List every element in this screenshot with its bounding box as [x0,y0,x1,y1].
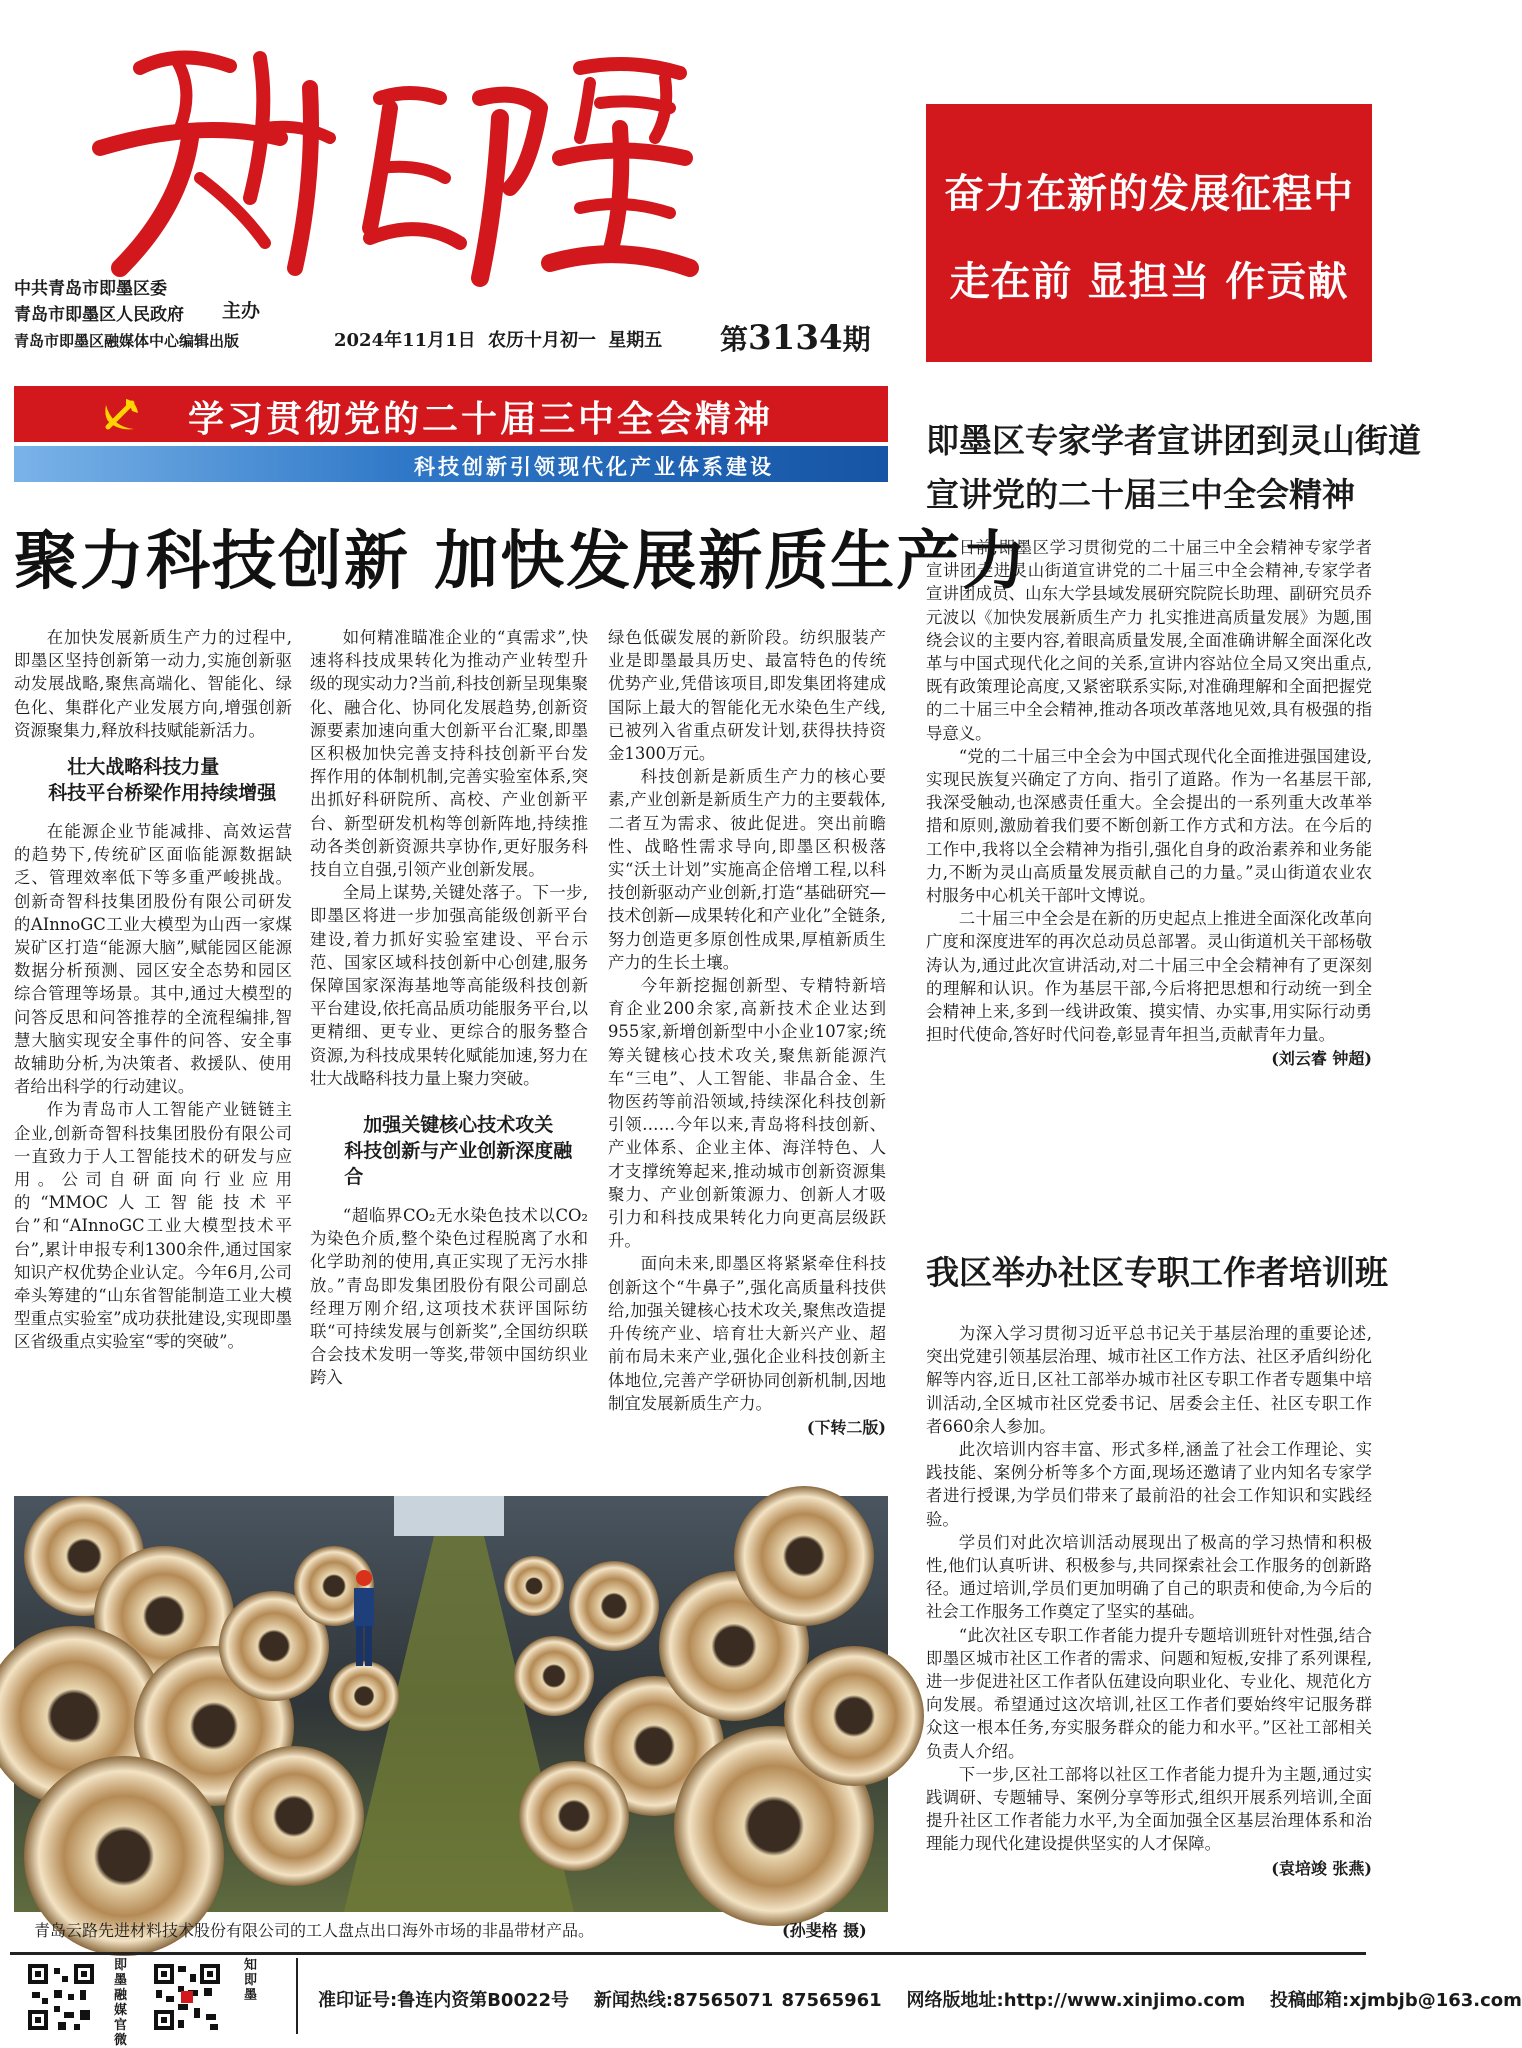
lead-col3-paragraph: 今年新挖掘创新型、专精特新培育企业200余家,高新技术企业达到955家,新增创新型中小企业107家;统筹关键核心技术攻关,聚焦新能源汽车“三电”、人工智能、非晶合金、生物医药等前沿领域,持续深化科技创新引领……今年以来,青岛将科技创新、产业体系、企业主体、海洋特色、人才支撑统筹起来,推动城市创新资源集聚力、产业创新策源力、创新人才吸引力和科技成果转化力向更高层级跃升。 [608,976,886,1251]
factory-photo [14,1496,888,1912]
article1-title-line1: 即墨区专家学者宣讲团到灵山街道 [926,421,1421,460]
article1-byline: (刘云睿 钟超) [1271,1049,1372,1069]
lead-column-3 [608,626,886,1438]
qr1-label: 即墨融媒官微 [114,1958,128,2048]
lead-col1-paragraph: 作为青岛市人工智能产业链链主企业,创新奇智科技集团股份有限公司一直致力于人工智能技术的研发与应用。公司自研面向行业应用的“MMOC人工智能技术平台”和“AInnoGC工业大模型技术平台”,累计申报专利1300余件,通过国家知识产权优势企业认定。今年6月,公司牵头筹建的“山东省智能制造工业大模型重点实验室”成功获批建设,实现即墨区省级重点实验室“零的突破”。 [14,1100,292,1352]
license-number: 准印证号:鲁连内资第B0022号 [318,1990,570,2011]
org-government: 青岛市即墨区人民政府 [14,305,184,325]
submission-email[interactable]: 投稿邮箱:xjmbjb@163.com [1270,1990,1522,2011]
issue-value: 3134 [748,318,843,358]
lead-subheading-2 [310,1112,588,1190]
photo-credit: (孙斐格 摄) [782,1921,867,1940]
slogan-line-2: 走在前 显担当 作贡献 [949,258,1349,305]
subheading-line: 科技创新与产业创新深度融合 [344,1140,573,1189]
theme-subbanner [14,446,888,482]
article2-byline: (袁培竣 张燕) [1271,1858,1372,1878]
lead-column-2 [310,626,588,1390]
issue-date: 2024年11月1日 [334,330,476,351]
qr-code-wechat[interactable] [24,1960,98,2034]
publisher-line: 青岛市即墨区融媒体中心编辑出版 [14,332,240,350]
article1-paragraph: “党的二十届三中全会为中国式现代化全面推进强国建设,实现民族复兴确定了方向、指引了道路。作为一名基层干部,我深受触动,也深感责任重大。全会提出的一系列重大改革举措和原则,激励着我们要不断创新工作方式和方法。在今后的工作中,我将以全会精神为指引,强化自身的政治素养和业务能力,不断为灵山高质量发展贡献自己的力量。”灵山街道农业农村服务中心机关干部叶文博说。 [926,746,1372,906]
lunar-date: 农历十月初一 [487,330,596,351]
issue-suffix: 期 [842,323,871,356]
footer-separator [296,1958,298,2034]
lead-headline: 聚力科技创新 加快发展新质生产力 [14,525,1029,599]
sponsor-label: 主办 [222,300,261,322]
article2-paragraph: 下一步,区社工部将以社区工作者能力提升为主题,通过实践调研、专题辅导、案例分享等形式,组织开展系列培训,全面提升社区工作者能力水平,为全面加强全区基层治理体系和治理能力现代化建设提供坚实的人才保障。 [926,1764,1372,1854]
masthead-logo-artwork [80,28,690,290]
lead-col2-paragraph: 全局上谋势,关键处落子。下一步,即墨区将进一步加强高能级创新平台建设,着力抓好实验室建设、平台示范、国家区域科技创新中心创建,服务保障国家深海基地等高能级科技创新平台建设,依托高品质功能服务平台,以更精细、更专业、更综合的服务整合资源,为科技成果转化赋能加速,努力在壮大战略科技力量上聚力突破。 [310,883,588,1088]
article2-body [926,1322,1372,1879]
article2-paragraph: “此次社区专职工作者能力提升专题培训班针对性强,结合即墨区城市社区工作者的需求、问题和短板,安排了系列课程,进一步促进社区工作者队伍建设向职业化、专业化、规范化方向发展。希望通过这次培训,社区工作者们要始终牢记服务群众这一根本任务,夯实服务群众的能力和水平。”区社工部相关负责人介绍。 [926,1625,1372,1761]
lead-col3-paragraph: 科技创新是新质生产力的核心要素,产业创新是新质生产力的主要载体,二者互为需求、彼此促进。突出前瞻性、战略性需求导向,即墨区积极落实“沃土计划”实施高企倍增工程,以科技创新驱动产业创新,打造“基础研究—技术创新—成果转化和产业化”全链条,努力创造更多原创性成果,厚植新质生产力的生长土壤。 [608,767,886,972]
subheading-line: 壮大战略科技力量 [67,756,220,779]
qr-code-icon [150,1960,224,2034]
qr2-label: 知即墨 [244,1958,258,2003]
footer-info [318,1986,1522,2012]
photo-caption: 青岛云路先进材料技术股份有限公司的工人盘点出口海外市场的非晶带材产品。 [34,1921,595,1940]
weekday: 星期五 [608,330,663,351]
footer-divider [10,1952,1366,1955]
lead-col2-paragraph: 如何精准瞄准企业的“真需求”,快速将科技成果转化为推动产业转型升级的现实动力?当前,科技创新呈现集聚化、融合化、协同化发展趋势,创新资源要素加速向重大创新平台汇聚,即墨区积极加快完善支持科技创新平台发挥作用的体制机制,完善实验室体系,突出抓好科研院所、高校、产业创新平台、新型研发机构等创新阵地,持续推动各类创新资源共享协作,更好服务科技自立自强,引领产业创新发展。 [310,628,588,880]
lead-col3-paragraph: 面向未来,即墨区将紧紧牵住科技创新这个“牛鼻子”,强化高质量科技供给,加强关键核心技术攻关,聚焦改造提升传统产业、培育壮大新兴产业、超前布局未来产业,强化企业科技创新主体地位,完善产学研协同创新机制,因地制宜发展新质生产力。 [608,1254,886,1413]
lead-column-1 [14,626,292,1354]
party-emblem-icon [98,391,144,437]
slogan-line-1: 奋力在新的发展征程中 [944,170,1354,217]
subheading-line: 加强关键核心技术攻关 [363,1114,554,1137]
lead-photo [14,1496,888,1912]
right-article-1 [926,414,1421,1069]
continued-note: (下转二版) [806,1417,886,1437]
date-line [334,326,662,352]
website-link[interactable]: 网络版地址:http://www.xinjimo.com [906,1990,1246,2011]
theme-banner [14,386,888,442]
issue-number [720,318,871,358]
issue-prefix: 第 [720,323,749,356]
lead-col1-paragraph: 在能源企业节能减排、高效运营的趋势下,传统矿区面临能源数据缺乏、管理效率低下等多重严峻挑战。创新奇智科技集团股份有限公司研发的AInnoGC工业大模型为山西一家煤炭矿区打造“能源大脑”,赋能园区能源数据分析预测、园区安全态势和园区综合管理等场景。其中,通过大模型的问答反思和问答推荐的全流程编排,智慧大脑实现安全事件的问答、安全事故辅助分析,为决策者、救援队、使用者给出科学的行动建议。 [14,822,292,1097]
lead-col3-paragraph: 绿色低碳发展的新阶段。纺织服装产业是即墨最具历史、最富特色的传统优势产业,凭借该项目,即发集团将建成国际上最大的智能化无水染色生产线,已被列入省重点研发计划,获得扶持资金1300万元。 [608,628,886,764]
subheading-line: 科技平台桥梁作用持续增强 [48,782,277,805]
article1-title-line2: 宣讲党的二十届三中全会精神 [926,475,1355,514]
lead-col2-paragraph: “超临界CO₂无水染色技术以CO₂为染色介质,整个染色过程脱离了水和化学助剂的使用,真正实现了无污水排放。”青岛即发集团股份有限公司副总经理万刚介绍,这项技术获评国际纺联“可持续发展与创新奖”,全国纺织联合会技术发明一等奖,带领中国纺织业跨入 [310,1206,588,1388]
article1-paragraph: 日前,即墨区学习贯彻党的二十届三中全会精神专家学者宣讲团走进灵山街道宣讲党的二十届三中全会精神,专家学者宣讲团成员、山东大学县域发展研究院院长助理、副研究员乔元波以《加快发展新质生产力 扎实推进高质量发展》为题,围绕会议的主要内容,着眼高质量发展,全面准确讲解全面深化改革与中国式现代化之间的关系,宣讲内容站位全局又突出重点,既有政策理论高度,又紧密联系实际,对准确理解和全面把握党的二十届三中全会精神,推动各项改革落地见效,具有极强的指导意义。 [926,538,1372,743]
article2-paragraph: 此次培训内容丰富、形式多样,涵盖了社会工作理论、实践技能、案例分析等多个方面,现场还邀请了业内知名专家学者进行授课,为学员们带来了最前沿的社会工作知识和实践经验。 [926,1440,1372,1529]
qr-code-app[interactable] [150,1960,224,2034]
article2-paragraph: 为深入学习贯彻习近平总书记关于基层治理的重要论述,突出党建引领基层治理、城市社区工作方法、社区矛盾纠纷化解等内容,近日,区社工部举办城市社区专职工作者专题集中培训活动,全区城市社区党委书记、居委会主任、社区专职工作者660余人参加。 [926,1324,1372,1436]
article2-paragraph: 学员们对此次培训活动展现出了极高的学习热情和积极性,他们认真听讲、积极参与,共同探索社会工作服务的创新路径。通过培训,学员们更加明确了自己的职责和使命,为今后的社会工作服务工作奠定了坚实的基础。 [926,1532,1372,1622]
article1-paragraph: 二十届三中全会是在新的历史起点上推进全面深化改革向广度和深度进军的再次总动员总部署。灵山街道机关干部杨敬涛认为,通过此次宣讲活动,对二十届三中全会精神有了更深刻的理解和认识。作为基层干部,今后将把思想和行动统一到全会精神上来,多到一线讲政策、摸实情、办实事,用实际行动勇担时代使命,答好时代问卷,彰显青年担当,贡献青年力量。 [926,909,1372,1045]
right-article-2 [926,1246,1388,1879]
theme-banner-title: 学习贯彻党的二十届三中全会精神 [188,399,774,440]
qr-code-icon [24,1960,98,2034]
org-party-committee: 中共青岛市即墨区委 [14,279,167,299]
news-hotline: 新闻热线:87565071 87565961 [593,1990,882,2011]
lead-col1-paragraph: 在加快发展新质生产力的过程中,即墨区坚持创新第一动力,实施创新驱动发展战略,聚焦高端化、智能化、绿色化、集群化产业发展方向,增强创新资源聚集力,释放科技赋能新活力。 [14,628,292,740]
article2-title: 我区举办社区专职工作者培训班 [926,1253,1388,1292]
theme-subbanner-title: 科技创新引领现代化产业体系建设 [414,454,774,479]
lead-subheading-1 [14,754,292,806]
article1-body [926,536,1372,1069]
masthead-logo [80,28,690,290]
slogan-box [926,104,1372,362]
